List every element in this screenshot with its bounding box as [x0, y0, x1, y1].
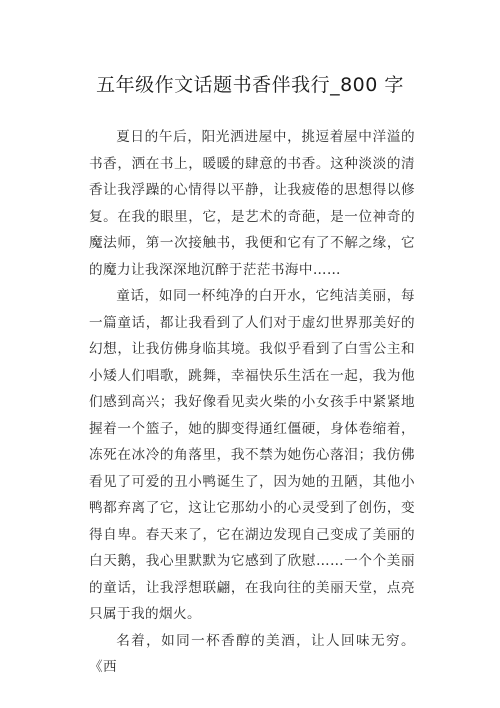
paragraph-classics: 名着，如同一杯香醇的美酒，让人回味无穷。《西 — [89, 632, 415, 675]
document-body — [89, 124, 415, 681]
paragraph-summer-afternoon: 夏日的午后，阳光洒进屋中，挑逗着屋中洋溢的书香，洒在书上，暖暖的肆意的书香。这种淡淡的清香让我浮躁的心情得以平静，让我疲倦的思想得以修复。在我的眼里，它，是艺术的奇葩，是一位神奇的魔法师，第一次接触书，我便和它有了不解之缘，它的魔力让我深深地沉醉于茫茫书海中…… — [89, 129, 415, 278]
paragraph-fairy-tales: 童话，如同一杯纯净的白开水，它纯洁美丽，每一篇童话，都让我看到了人们对于虚幻世界那美好的幻想，让我仿佛身临其境。我似乎看到了白雪公主和小矮人们唱歌，跳舞，幸福快乐生活在一起，我为他们感到高兴；我好像看见卖火柴的小女孩手中紧紧地握着一个篮子，她的脚变得通红僵硬，身体卷缩着，冻死在冰冷的角落里，我不禁为她伤心落泪；我仿佛看见了可爱的丑小鸭诞生了，因为她的丑陋，其他小鸭都弃离了它，这让它那幼小的心灵受到了创伤，变得自卑。春天来了，它在湖边发现自己变成了美丽的白天鹅，我心里默默为它感到了欣慰……一个个美丽的童话，让我浮想联翩，在我向往的美丽天堂，点亮只属于我的烟火。 — [89, 288, 415, 622]
document-title: 五年级作文话题书香伴我行_800 字 — [96, 74, 404, 96]
